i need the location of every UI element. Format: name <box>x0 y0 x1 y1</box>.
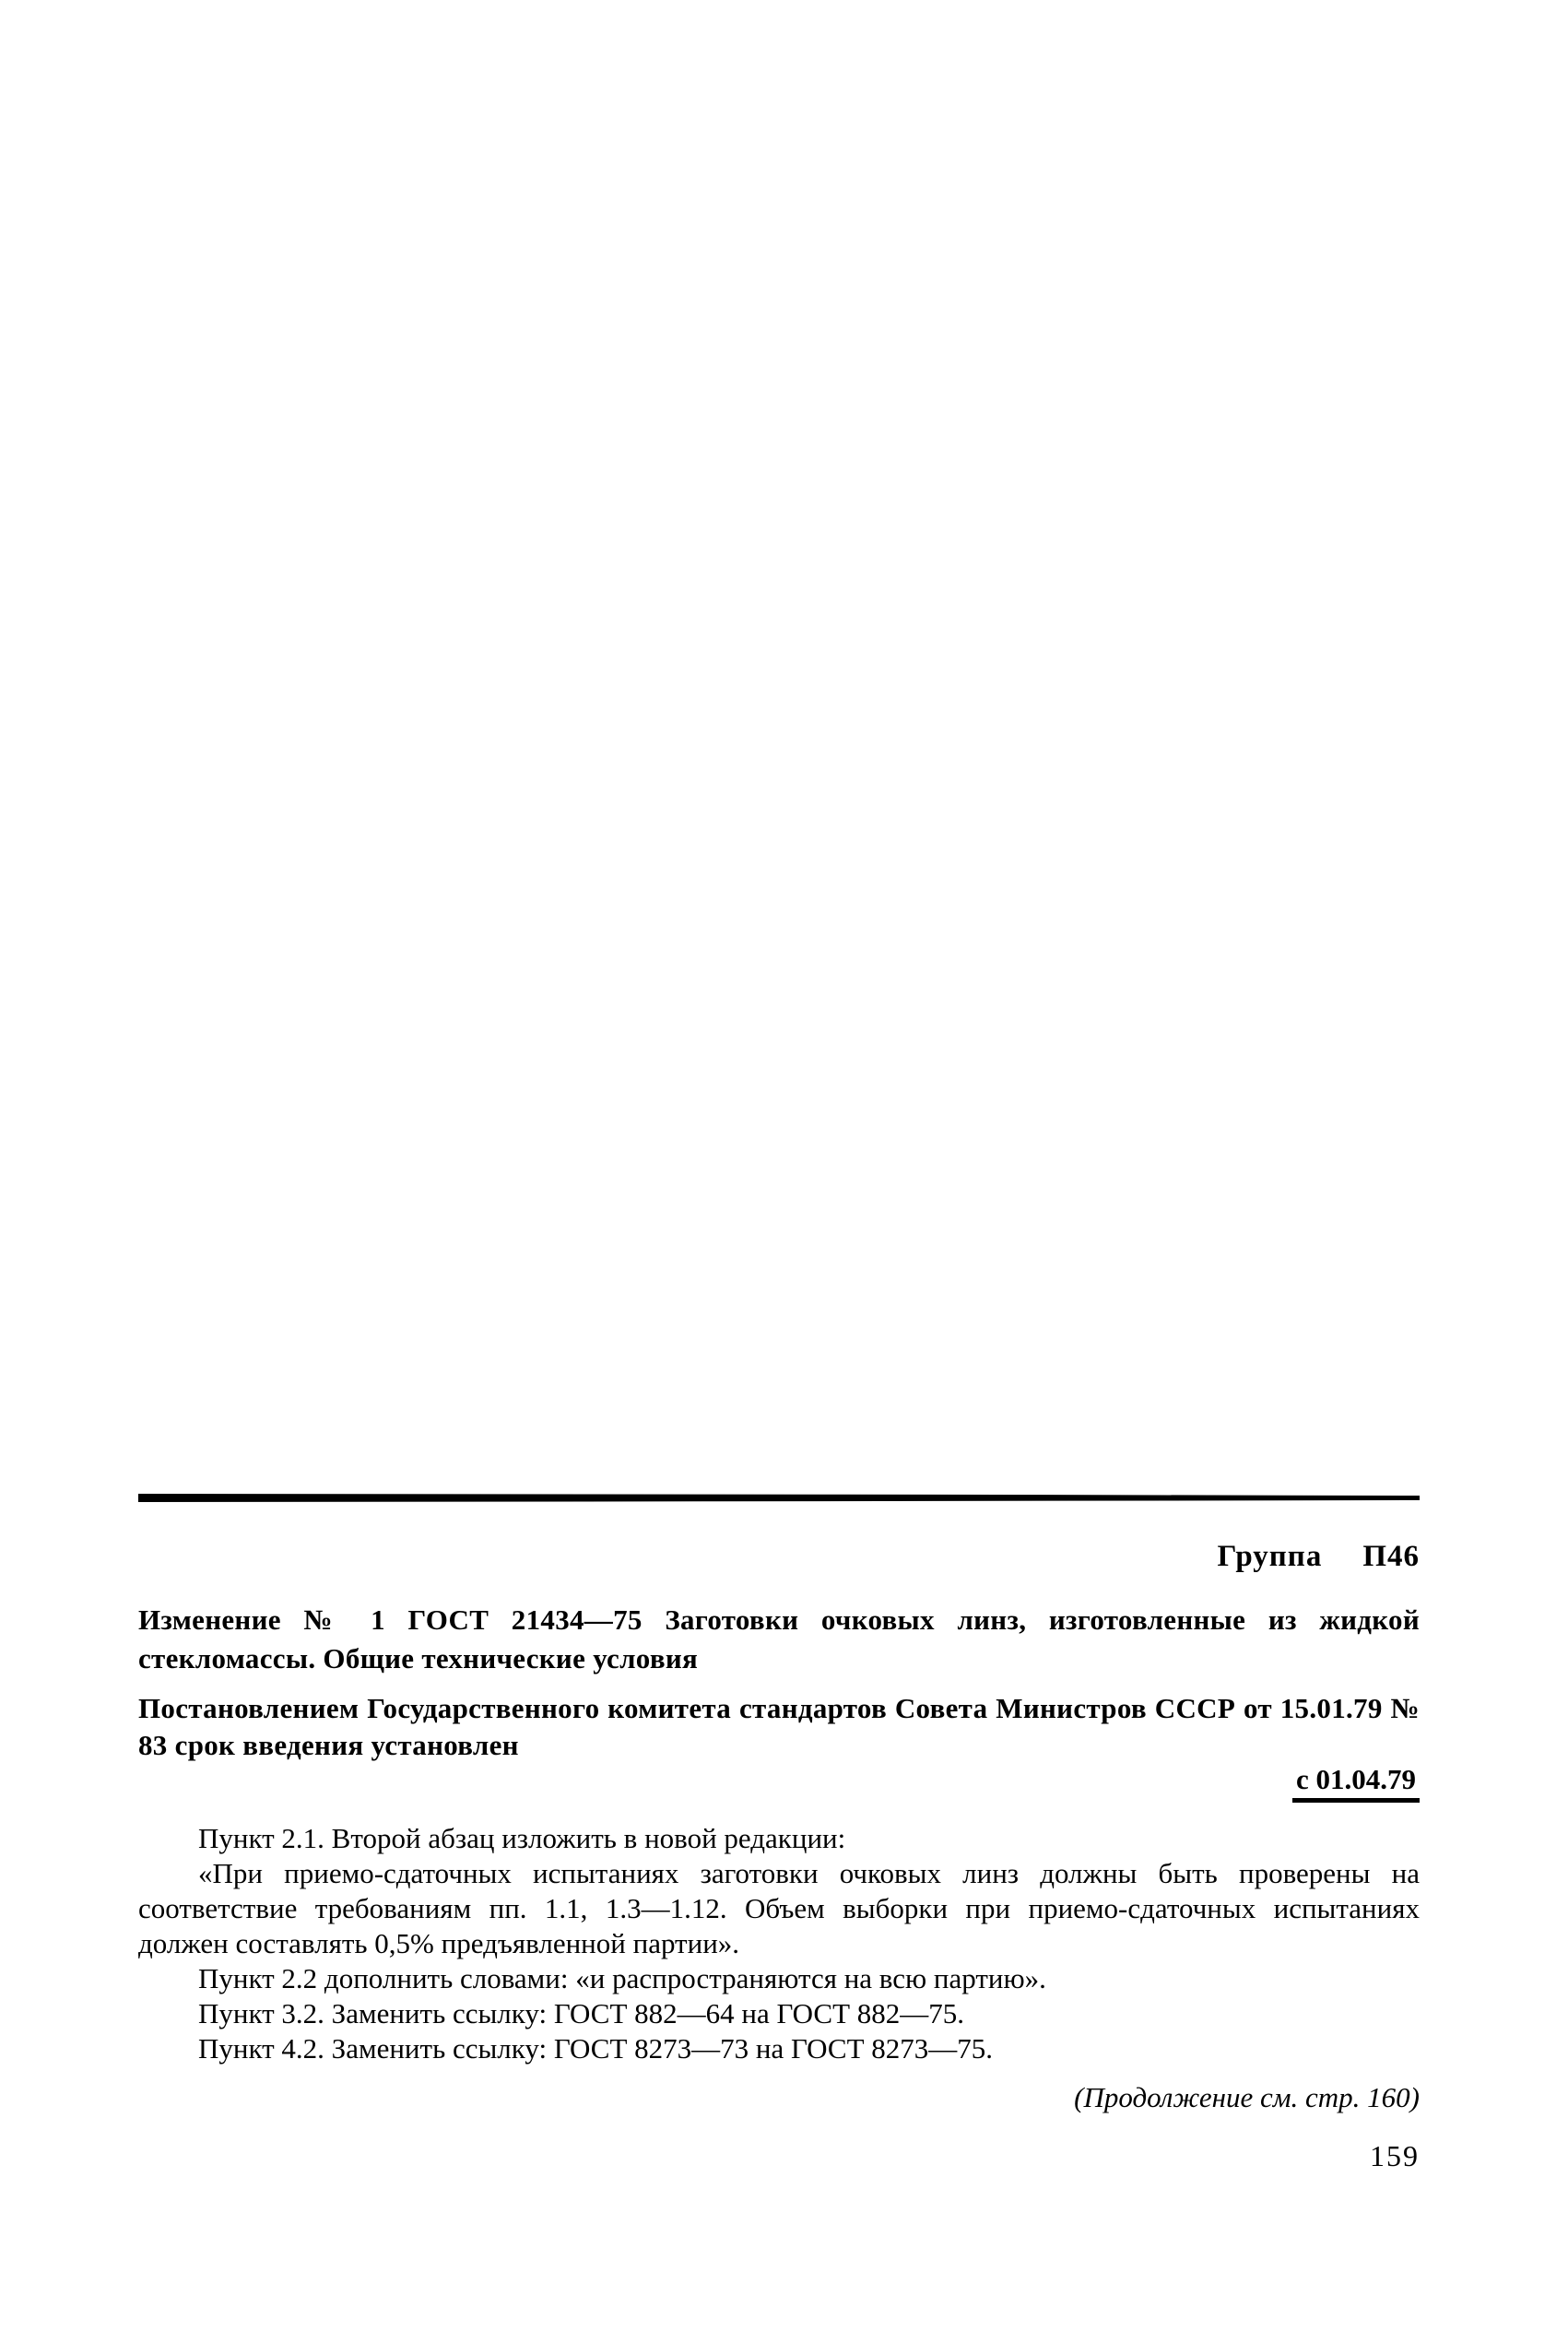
amendment-title: Изменение № 1 ГОСТ 21434—75 Заготовки очковых линз, изготовленные из жидкой стекломассы. Общие технические условия <box>138 1603 1420 1674</box>
body-paragraph-4-2: Пункт 4.2. Заменить ссылку: ГОСТ 8273—73 на ГОСТ 8273—75. <box>198 2032 994 2065</box>
body-paragraph-2-1: Пункт 2.1. Второй абзац изложить в новой редакции: <box>198 1822 846 1854</box>
effective-date-line <box>138 1764 1420 1803</box>
decree-text: Постановлением Государственного комитета стандартов Совета Министров СССР от 15.01.79 № 83 срок введения установлен <box>138 1692 1420 1761</box>
page-number: 159 <box>1370 2139 1420 2172</box>
amendment-body <box>138 1821 1420 2066</box>
body-paragraph-quote: «При приемо-сдаточных испытаниях заготовки очковых линз должны быть проверены на соответствие требованиям пп. 1.1, 1.3—1.12. Объем выборки при приемо-сдаточных испытаниях должен составлять 0,5% предъявленной партии». <box>138 1857 1420 1959</box>
effective-date: с 01.04.79 <box>1292 1764 1420 1803</box>
body-paragraph-2-2: Пункт 2.2 дополнить словами: «и распространяются на всю партию». <box>198 1962 1046 1994</box>
group-code: П46 <box>1362 1540 1420 1573</box>
header-horizontal-rule <box>138 1494 1420 1502</box>
group-label: Группа <box>1217 1540 1323 1573</box>
document-content-block <box>138 1494 1420 2171</box>
group-line <box>138 1541 1420 1572</box>
continuation-note: (Продолжение см. стр. 160) <box>1074 2081 1420 2113</box>
body-paragraph-3-2: Пункт 3.2. Заменить ссылку: ГОСТ 882—64 на ГОСТ 882—75. <box>198 1997 965 2029</box>
